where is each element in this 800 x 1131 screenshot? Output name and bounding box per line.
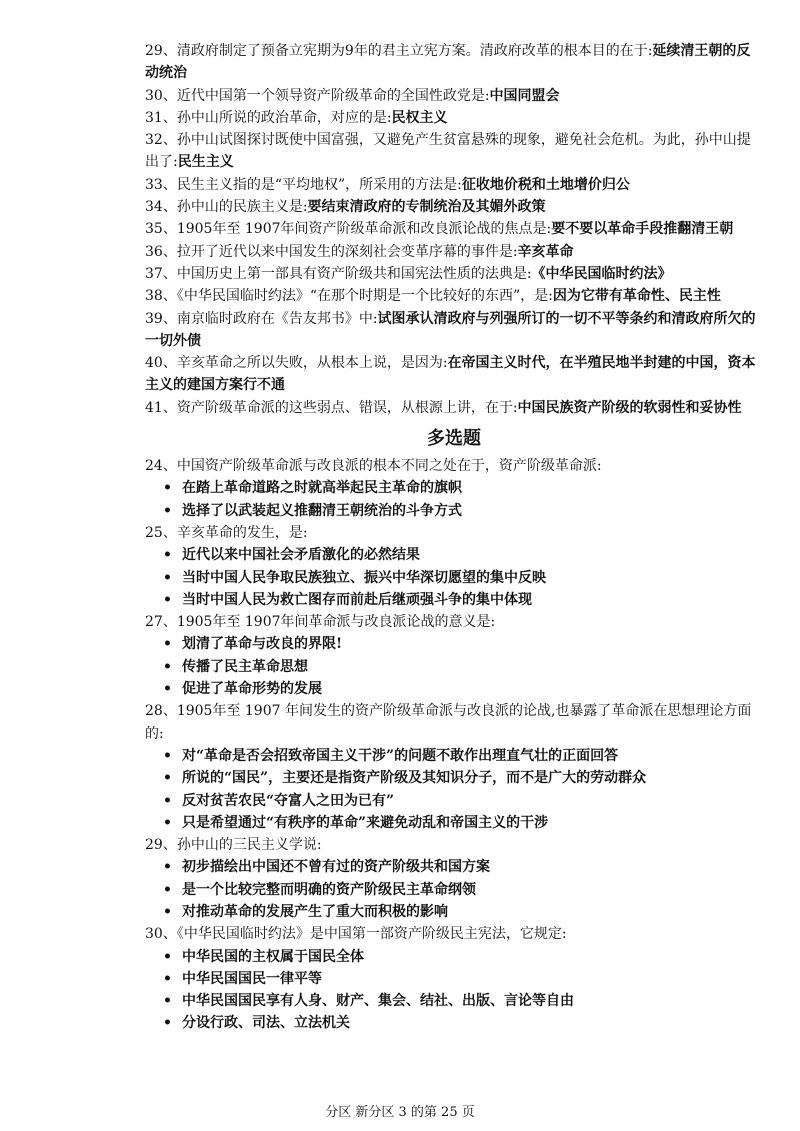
answer-text: 民生主义: [177, 154, 234, 171]
single-question: [145, 263, 763, 285]
answer-option: • 分设行政、司法、立法机关: [163, 1012, 763, 1034]
answer-options: [145, 856, 763, 923]
single-question: [145, 397, 763, 419]
answer-option: • 当时中国人民争取民族独立、振兴中华深切愿望的集中反映: [163, 567, 763, 589]
single-question: [145, 241, 763, 263]
single-question: [145, 196, 763, 218]
multi-question: 28、1905年至 1907 年间发生的资产阶级革命派与改良派的论战,也暴露了革命派在思想理论方面的:: [145, 703, 752, 742]
answer-text: 中国民族资产阶级的软弱性和妥协性: [517, 399, 742, 416]
answer-text: 中国同盟会: [489, 87, 560, 104]
question-text: 30、近代中国第一个领导资产阶级革命的全国性政党是:: [145, 87, 490, 104]
answer-option: • 对“革命是否会招致帝国主义干涉”的问题不敢作出理直气壮的正面回答: [163, 745, 763, 767]
answer-options: [145, 544, 763, 611]
answer-options: [145, 633, 763, 700]
question-text: 37、中国历史上第一部具有资产阶级共和国宪法性质的法典是:: [145, 265, 532, 282]
answer-options: [145, 745, 763, 834]
answer-option: • 所说的“国民”，主要还是指资产阶级及其知识分子，而不是广大的劳动群众: [163, 767, 763, 789]
answer-option: • 对推动革命的发展产生了重大而积极的影响: [163, 901, 763, 923]
multi-question: 27、1905年至 1907年间革命派与改良派论战的意义是:: [145, 614, 496, 631]
question-text: 31、孙中山所说的政治革命，对应的是:: [145, 109, 392, 126]
answer-text: 要结束清政府的专制统治及其媚外政策: [307, 199, 546, 216]
answer-option: • 选择了以武装起义推翻清王朝统治的斗争方式: [163, 500, 763, 522]
single-question: [145, 129, 763, 174]
answer-option: • 中华民国国民享有人身、财产、集会、结社、出版、言论等自由: [163, 990, 763, 1012]
answer-option: • 初步描绘出中国还不曾有过的资产阶级共和国方案: [163, 856, 763, 878]
answer-text: 延续清王朝的反动统治: [145, 43, 751, 82]
answer-text: 试图承认清政府与列强所订的一切不平等条约和清政府所欠的一切外债: [145, 310, 756, 349]
single-question: [145, 174, 763, 196]
question-text: 33、民生主义指的是“平均地权”，所采用的方法是:: [145, 176, 462, 193]
answer-text: 征收地价税和土地增价归公: [461, 176, 630, 193]
page-footer: 分区 新分区 3 的第 25 页: [325, 1105, 475, 1120]
answer-text: 《中华民国临时约法》: [531, 265, 672, 282]
question-text: 32、孙中山试图探讨既使中国富强，又避免产生贫富悬殊的现象，避免社会危机。为此，孙中山提出了:: [145, 132, 751, 171]
single-choice-list: [145, 40, 763, 419]
answer-text: 民权主义: [391, 109, 448, 126]
answer-option: • 中华民国的主权属于国民全体: [163, 946, 763, 968]
single-question: [145, 285, 763, 307]
section-title-multi-choice: 多选题: [427, 428, 481, 450]
question-text: 40、辛亥革命之所以失败，从根本上说，是因为:: [145, 355, 448, 372]
answer-option: • 传播了民主革命思想: [163, 656, 763, 678]
multi-question: 24、中国资产阶级革命派与改良派的根本不同之处在于，资产阶级革命派:: [145, 458, 602, 475]
answer-text: 因为它带有革命性、民主性: [552, 288, 721, 305]
single-question: [145, 218, 763, 240]
multi-question: 30、《中华民国临时约法》是中国第一部资产阶级民主宪法，它规定:: [145, 926, 567, 943]
answer-option: • 促进了革命形势的发展: [163, 678, 763, 700]
single-question: [145, 85, 763, 107]
question-text: 38、《中华民国临时约法》“在那个时期是一个比较好的东西”，是:: [145, 288, 553, 305]
question-text: 34、孙中山的民族主义是:: [145, 199, 308, 216]
answer-option: • 中华民国国民一律平等: [163, 968, 763, 990]
single-question: [145, 107, 763, 129]
answer-option: • 近代以来中国社会矛盾激化的必然结果: [163, 544, 763, 566]
question-text: 36、拉开了近代以来中国发生的深刻社会变革序幕的事件是:: [145, 243, 518, 260]
single-question: [145, 308, 763, 353]
single-question: [145, 40, 763, 85]
question-text: 35、1905年至 1907年间资产阶级革命派和改良派论战的焦点是:: [145, 221, 552, 238]
page-content: [145, 40, 763, 1035]
answer-option: • 只是希望通过“有秩序的革命”来避免动乱和帝国主义的干涉: [163, 812, 763, 834]
answer-option: • 划清了革命与改良的界限!: [163, 633, 763, 655]
question-text: 41、资产阶级革命派的这些弱点、错误，从根源上讲，在于:: [145, 399, 518, 416]
multi-question: 25、辛亥革命的发生，是:: [145, 524, 308, 541]
answer-options: [145, 477, 763, 522]
multi-question: 29、孙中山的三民主义学说:: [145, 837, 322, 854]
answer-option: • 当时中国人民为救亡图存而前赴后继顽强斗争的集中体现: [163, 589, 763, 611]
answer-option: • 在踏上革命道路之时就高举起民主革命的旗帜: [163, 477, 763, 499]
question-text: 29、清政府制定了预备立宪期为9年的君主立宪方案。清政府改革的根本目的在于:: [145, 43, 653, 59]
answer-text: 在帝国主义时代，在半殖民地半封建的中国，资本主义的建国方案行不通: [145, 355, 756, 394]
answer-option: • 是一个比较完整而明确的资产阶级民主革命纲领: [163, 879, 763, 901]
question-text: 39、南京临时政府在《告友邦书》中:: [145, 310, 378, 327]
multi-choice-list: [145, 455, 763, 1035]
answer-option: • 反对贫苦农民“夺富人之田为已有”: [163, 790, 763, 812]
answer-options: [145, 946, 763, 1035]
answer-text: 辛亥革命: [517, 243, 574, 260]
answer-text: 要不要以革命手段推翻清王朝: [551, 221, 734, 238]
single-question: [145, 352, 763, 397]
